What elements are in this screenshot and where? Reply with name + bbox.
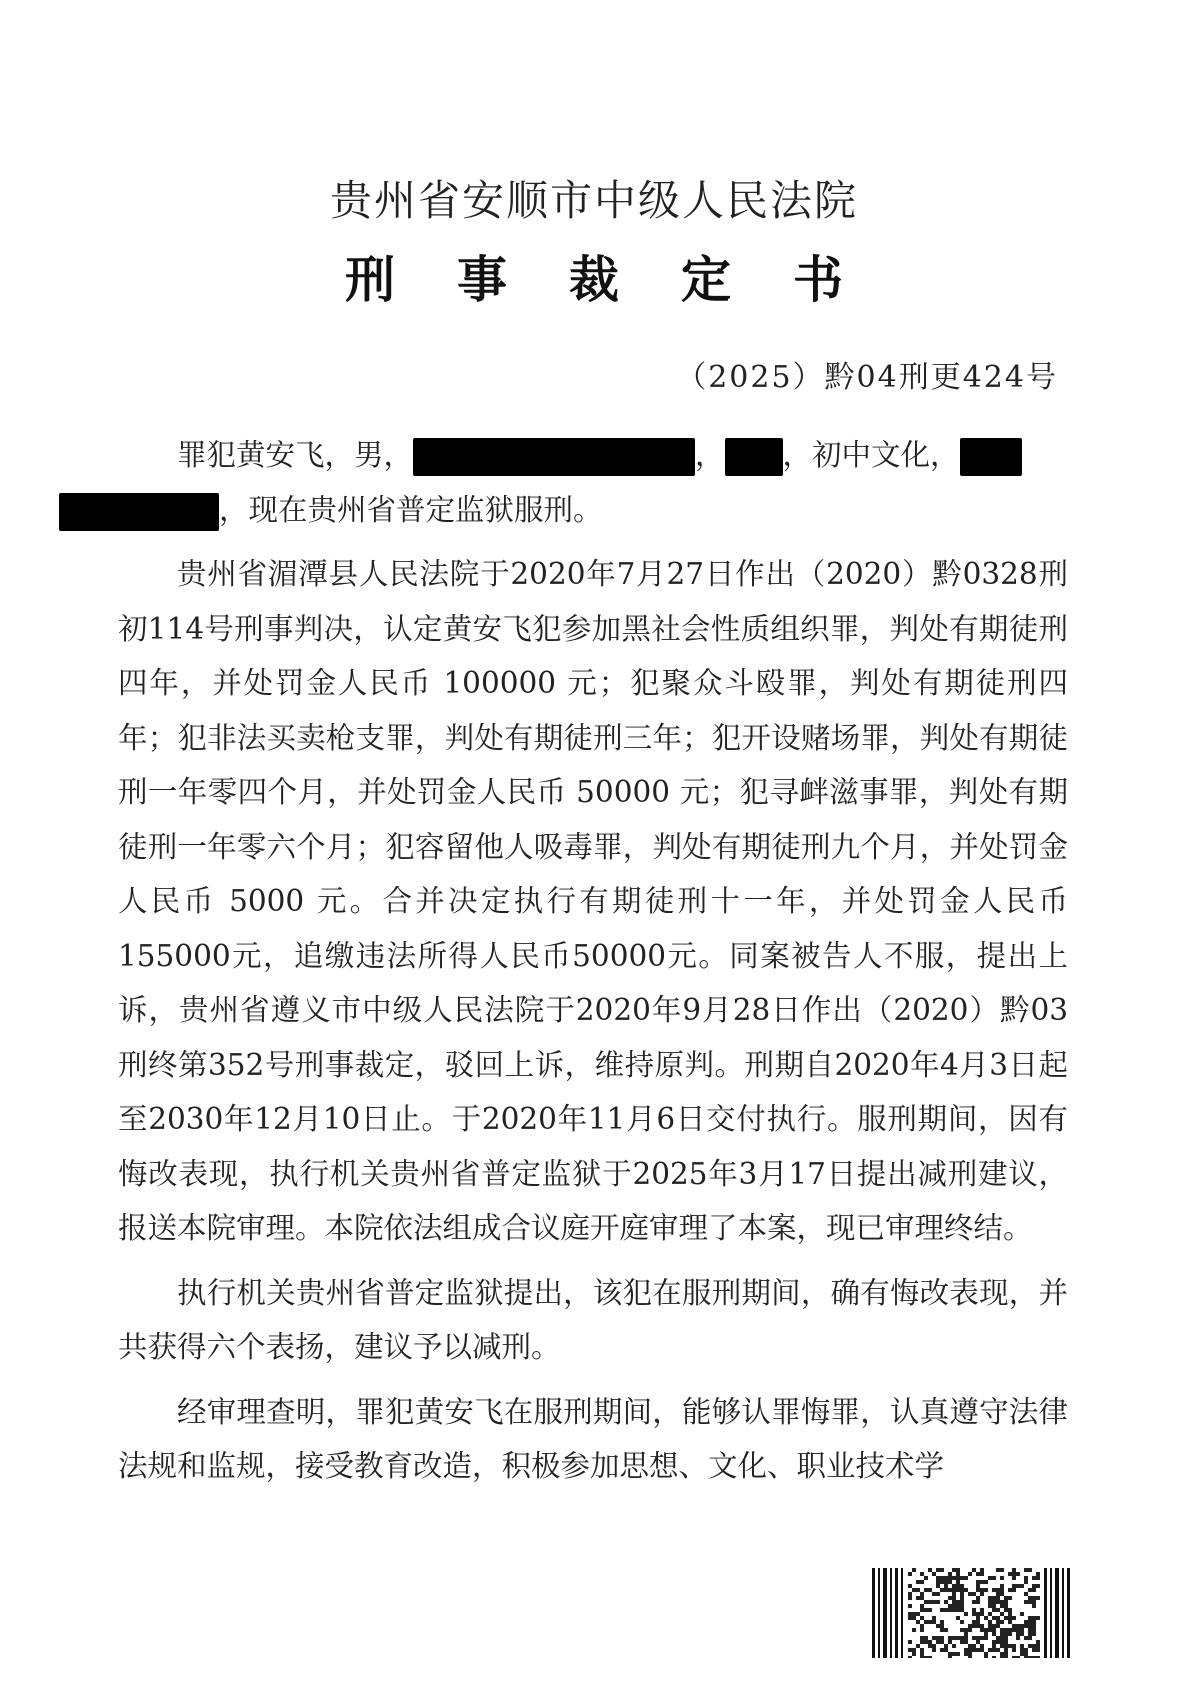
custody-text: ，现在贵州省普定监狱服刑。 xyxy=(219,492,603,527)
paragraph-defendant xyxy=(118,428,1068,537)
redaction-block xyxy=(725,438,783,476)
document-body xyxy=(118,428,1068,1504)
paragraph-judgment-history: 贵州省湄潭县人民法院于2020年7月27日作出（2020）黔0328刑初114号刑事判决，认定黄安飞犯参加黑社会性质组织罪，判处有期徒刑四年，并处罚金人民币 100000 元；犯聚众斗殴罪，判处有期徒刑四年；犯非法买卖枪支罪，判处有期徒刑三年；犯开设赌场罪，判处有期徒刑一年零四个月，并处罚金人民币 50000 元；犯寻衅滋事罪，判处有期徒刑一年零六个月；犯容留他人吸毒罪，判处有期徒刑九个月，并处罚金人民币 5000 元。合并决定执行有期徒刑十一年，并处罚金人民币155000元，追缴违法所得人民币50000元。同案被告人不服，提出上诉，贵州省遵义市中级人民法院于2020年9月28日作出（2020）黔03刑终第352号刑事裁定，驳回上诉，维持原判。刑期自2020年4月3日起至2030年12月10日止。于2020年11月6日交付执行。服刑期间，因有悔改表现，执行机关贵州省普定监狱于2025年3月17日提出减刑建议，报送本院审理。本院依法组成合议庭开庭审理了本案，现已审理终结。 xyxy=(118,557,1068,1245)
redaction-block xyxy=(960,438,1022,476)
paragraph-prison-proposal: 执行机关贵州省普定监狱提出，该犯在服刑期间，确有悔改表现，并共获得六个表扬，建议予以减刑。 xyxy=(118,1275,1068,1364)
education-text: ，初中文化， xyxy=(782,438,960,472)
paragraph-findings: 经审理查明，罪犯黄安飞在服刑期间，能够认罪悔罪，认真遵守法律法规和监规，接受教育改造，积极参加思想、文化、职业技术学 xyxy=(118,1394,1068,1483)
barcode-icon xyxy=(872,1568,1072,1658)
comma: ， xyxy=(695,438,725,472)
court-name: 贵州省安顺市中级人民法院 xyxy=(329,176,858,225)
document-title: 刑事裁定书 xyxy=(345,251,905,309)
case-number: （2025）黔04刑更424号 xyxy=(676,360,1058,395)
defendant-intro: 罪犯黄安飞，男， xyxy=(177,438,414,472)
redaction-block xyxy=(59,493,219,531)
redaction-block xyxy=(413,438,695,476)
